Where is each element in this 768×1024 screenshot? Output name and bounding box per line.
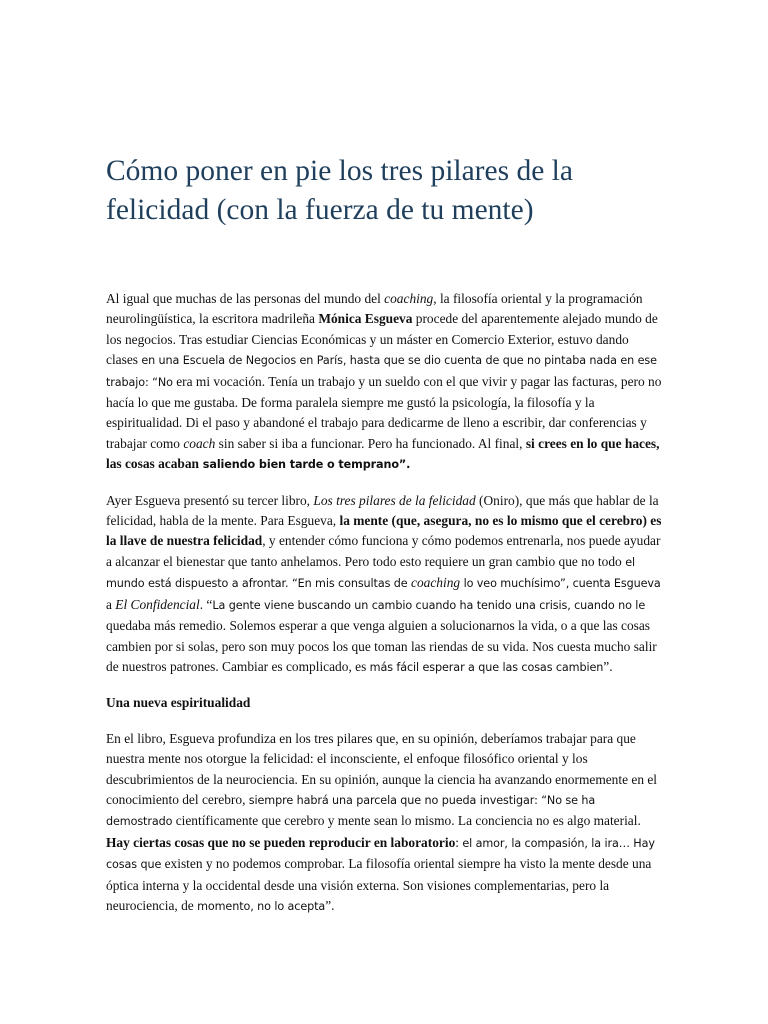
- text-run-alt-font: lo veo muchísimo”, cuenta Esgueva: [460, 577, 661, 591]
- paragraph-1: [106, 289, 662, 476]
- text-run: :: [455, 834, 463, 850]
- text-run: era mi vocación. Tenía un trabajo y un sueldo con el que vivir y pagar las facturas, pero no hacía lo que me gustaba. De forma paralela siempre me gustó la psicología, la filosofía y la espiritualidad. Di el paso y abandoné el trabajo para dedicarme de lleno a escribir, dar conferencias y trabajar como: [106, 373, 662, 451]
- bold-quote-alt-font: saliendo bien tarde o temprano”.: [199, 458, 411, 472]
- text-run-alt-font: el mundo está dispuesto a afrontar. “En mis consultas de: [106, 555, 635, 591]
- author-name: Mónica Esgueva: [318, 311, 413, 327]
- italic-term-coach: coach: [183, 435, 216, 451]
- text-run: sin saber si iba a funcionar. Pero ha funcionado. Al final,: [215, 435, 526, 451]
- text-run: ”.: [325, 897, 335, 913]
- book-title: Los tres pilares de la felicidad: [313, 492, 476, 508]
- newspaper-name: El Confidencial: [115, 596, 200, 612]
- paragraph-3: [106, 729, 662, 918]
- paragraph-2: [106, 491, 662, 679]
- text-run: , la filosofía oriental y la programación neurolingüística, la escritora madrileña: [106, 291, 643, 327]
- text-run: , y entender cómo funciona y cómo podemos entrenarla, nos puede ayudar a alcanzar el bienestar que tanto anhelamos. Pero todo esto requiere un gran cambio que no todo: [106, 533, 661, 569]
- text-run: ”.: [603, 658, 613, 674]
- text-run: Al igual que muchas de las personas del mundo del: [106, 291, 385, 306]
- text-run-alt-font: siempre habrá una parcela que no pueda investigar: “No se ha demostrado: [106, 793, 596, 829]
- text-run: científicamente que cerebro y mente sean lo mismo. La conciencia no es algo material.: [172, 813, 641, 829]
- italic-term-coaching: coaching: [384, 291, 434, 306]
- text-run: a: [106, 596, 116, 612]
- text-run: (Oniro), que más que hablar de la felicidad, habla de la mente. Para Esgueva,: [106, 492, 659, 529]
- text-run: existen y no podemos comprobar. La filosofía oriental siempre ha visto la mente desde una óptica interna y la occidental desde una visión externa. Son visiones complementarias, pero la neurociencia, de: [106, 856, 652, 913]
- bold-statement: Hay ciertas cosas que no se pueden reproducir en laboratorio: [106, 834, 456, 850]
- text-run: procede del aparentemente alejado mundo de los negocios. Tras estudiar Ciencias Económicas y un máster en Comercio Exterior, estuvo dando clases: [106, 311, 658, 368]
- text-run-alt-font: momento, no lo acepta: [197, 899, 326, 913]
- text-run: En el libro, Esgueva profundiza en los tres pilares que, en su opinión, deberíamos trabajar para que nuestra mente nos otorgue la felicidad: el inconsciente, el enfoque filosófico oriental y los descubrimientos de la neurociencia. En su opinión, aunque la ciencia ha avanzando enormemente en el conocimiento del cerebro,: [106, 730, 658, 807]
- article-title: Cómo poner en pie los tres pilares de la felicidad (con la fuerza de tu mente): [106, 155, 573, 226]
- section-heading: Una nueva espiritualidad: [106, 695, 251, 711]
- text-run-alt-font: La gente viene buscando un cambio cuando ha tenido una crisis, cuando no le: [212, 598, 646, 612]
- text-run-alt-font: más fácil esperar a que las cosas cambien: [369, 660, 604, 674]
- bold-statement: la mente (que, asegura, no es lo mismo que el cerebro) es la llave de nuestra felicidad: [106, 513, 662, 549]
- text-run: Ayer Esgueva presentó su tercer libro,: [106, 492, 314, 508]
- text-run-alt-font: en una Escuela de Negocios en París, hasta que se dio cuenta de que no pintaba nada en ese trabajo: “No: [106, 354, 657, 389]
- text-run: . “: [199, 596, 213, 612]
- text-run: quedaba más remedio. Solemos esperar a que venga alguien a solucionarnos la vida, o a que las cosas cambien por si solas, pero son muy pocos los que toman las riendas de su vida. Nos cuesta mucho salir de nuestros patrones. Cambiar es complicado, es: [106, 618, 657, 674]
- text-run-alt-font: el amor, la compasión, la ira… Hay cosas que: [106, 836, 655, 872]
- italic-term-coaching: coaching: [411, 575, 461, 591]
- bold-quote: si crees en lo que haces, las cosas acaban: [106, 435, 660, 472]
- article-body: [106, 289, 662, 932]
